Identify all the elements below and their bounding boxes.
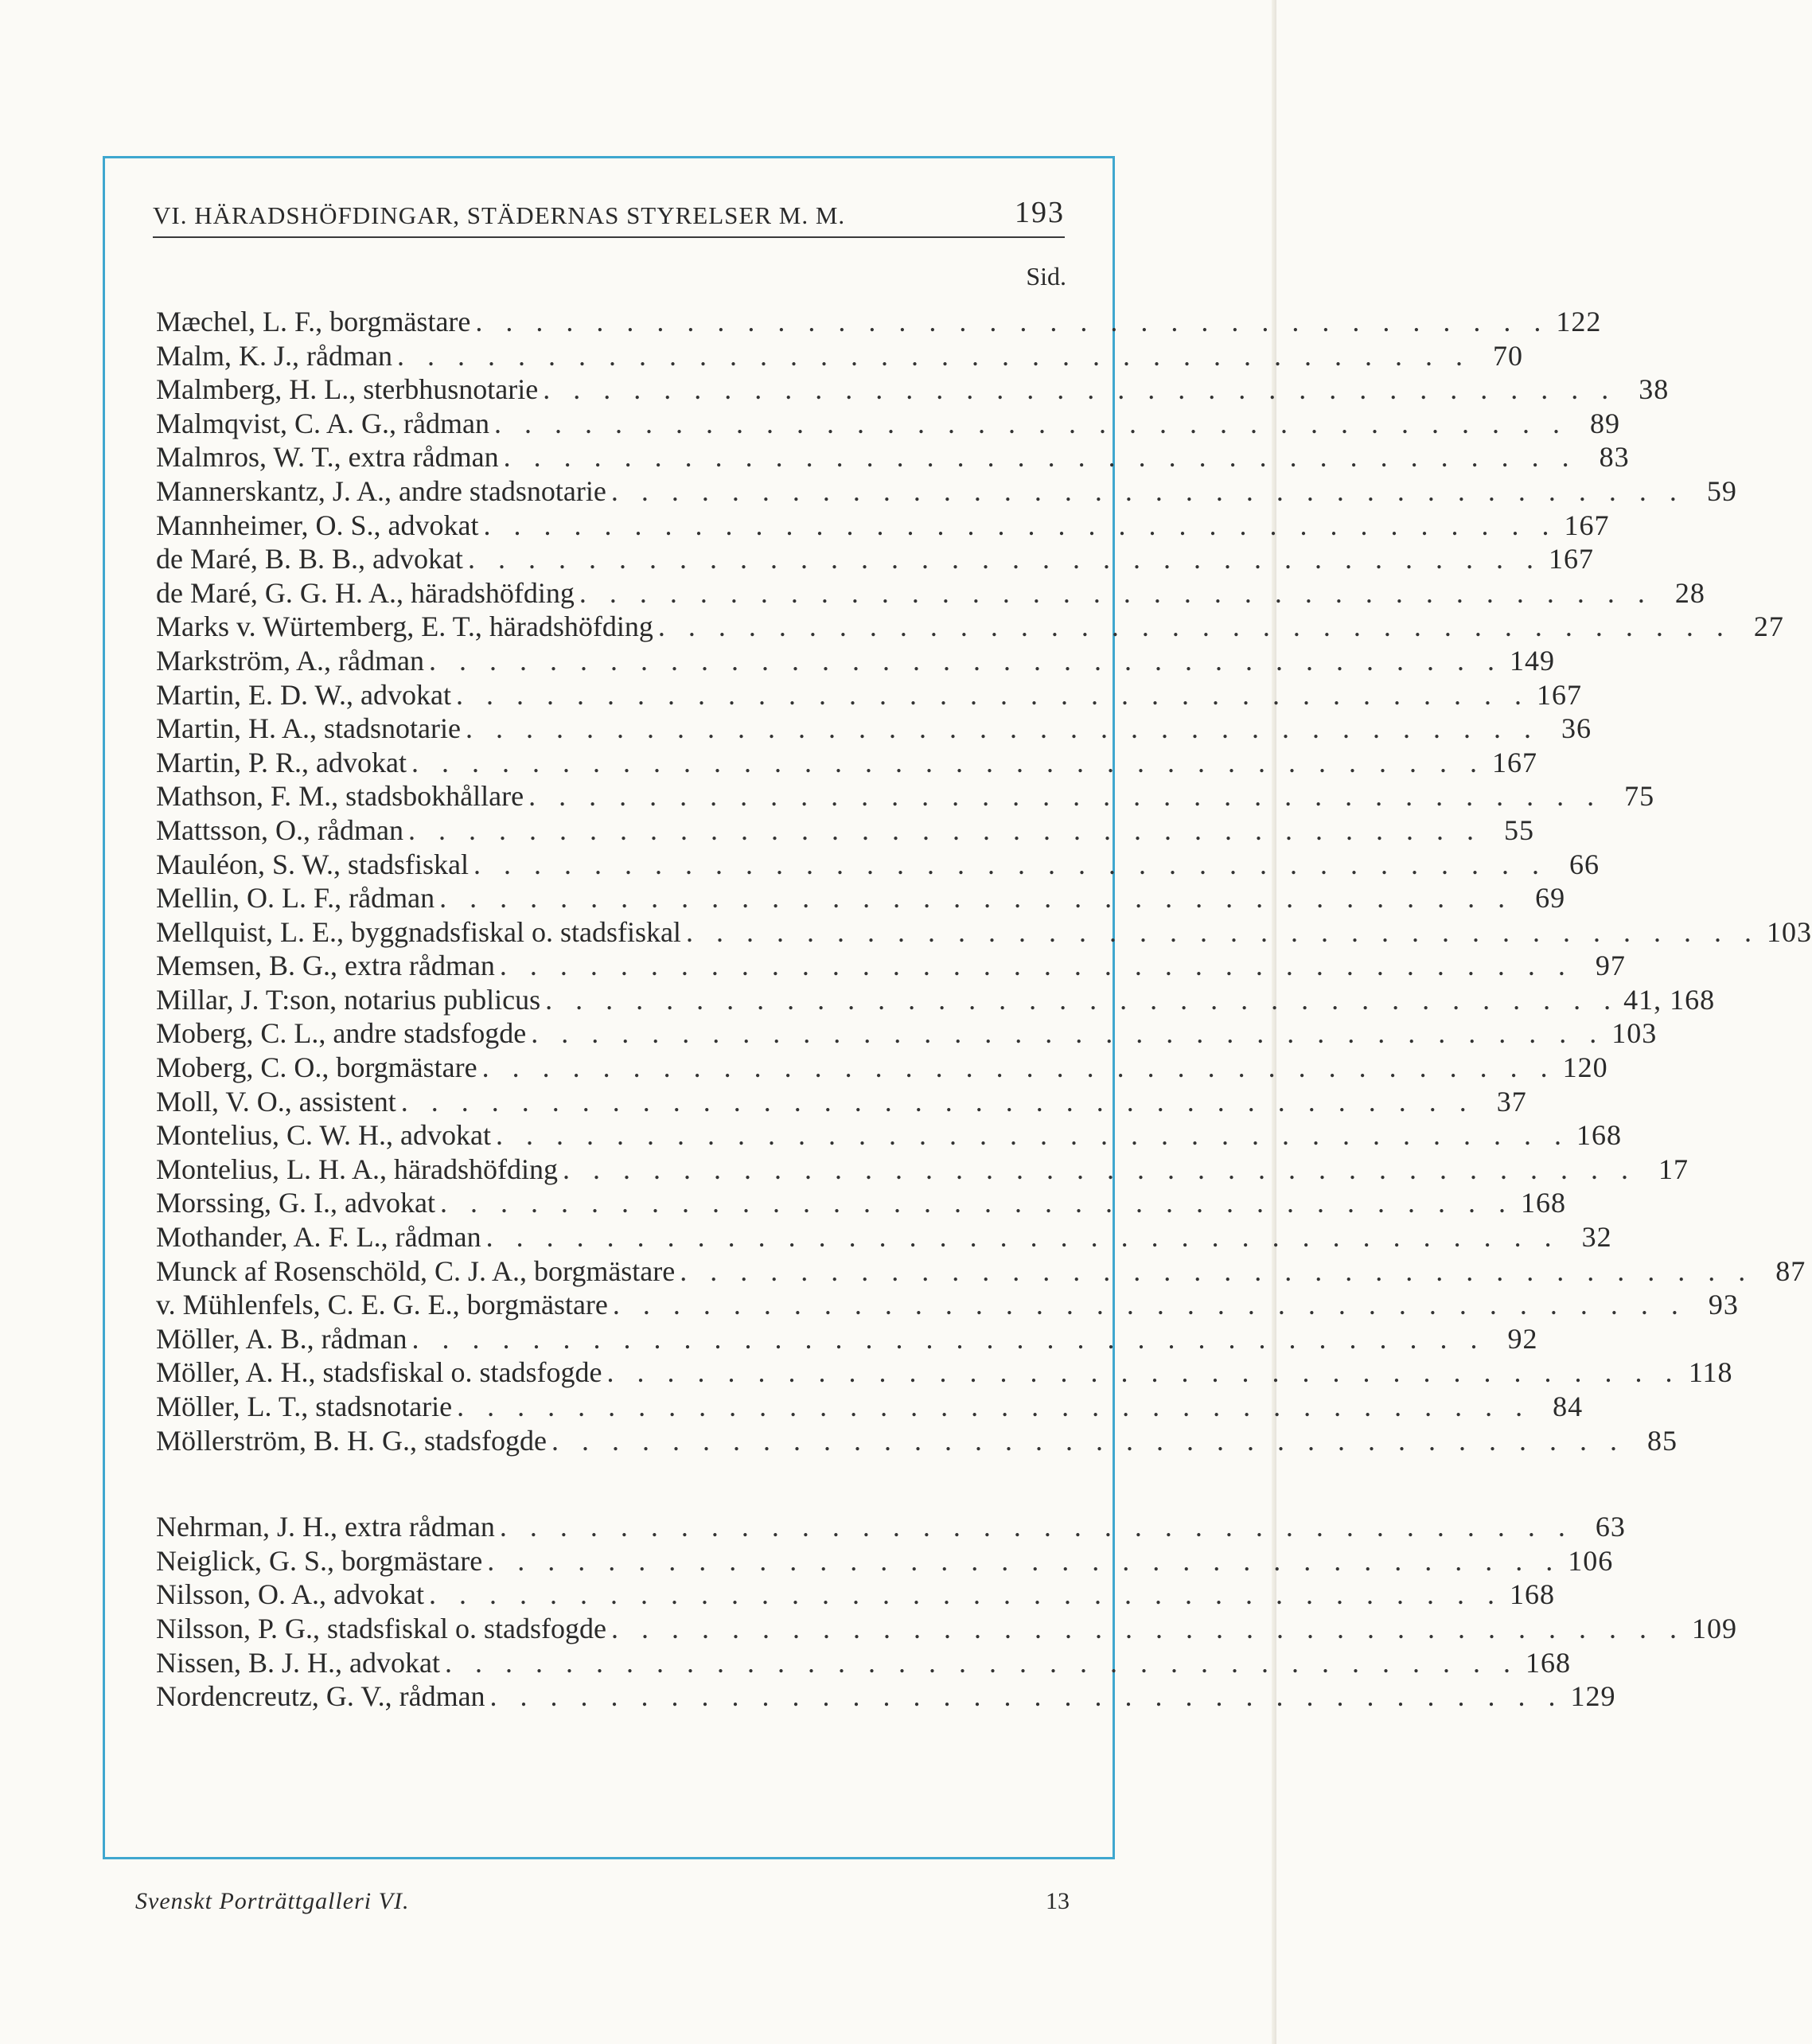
dot-leader: . . . . . . . . . . . . . . . . . . . . . . . . . . . . . . . . . . . . <box>499 1511 1573 1543</box>
index-entry <box>156 305 1602 339</box>
index-entries <box>156 305 1812 1714</box>
entry-name: Morssing, G. I., advokat <box>156 1187 435 1219</box>
entry-name: Nehrman, J. H., extra rådman <box>156 1511 495 1543</box>
index-entry <box>156 746 1537 780</box>
entry-name: Martin, E. D. W., advokat <box>156 678 451 711</box>
entry-group-n <box>156 1510 1737 1714</box>
dot-leader: . . . . . . . . . . . . . . . . . . . . . . . . . . . . . . . . . . . . <box>400 1085 1475 1118</box>
entry-page: 93 <box>1708 1289 1739 1321</box>
entry-name: de Maré, G. G. H. A., häradshöfding <box>156 576 575 609</box>
header-title: VI. HÄRADSHÖFDINGAR, STÄDERNAS STYRELSER M. M. <box>153 201 846 229</box>
entry-name: Möller, A. H., stadsfiskal o. stadsfogde <box>156 1356 602 1389</box>
dot-leader: . . . . . . . . . . . . . . . . . . . . . . . . . . . . . . . . . . . . <box>429 1578 1502 1611</box>
entry-page: 41, 168 <box>1623 983 1716 1016</box>
entry-page: 167 <box>1548 543 1594 575</box>
entry-page: 84 <box>1553 1391 1584 1422</box>
index-entry <box>156 1356 1733 1390</box>
entry-name: Malmqvist, C. A. G., rådman <box>156 407 489 439</box>
page-footer <box>135 1888 1070 1915</box>
entry-page: 106 <box>1568 1544 1614 1577</box>
entry-name: Nissen, B. J. H., advokat <box>156 1646 440 1679</box>
dot-leader: . . . . . . . . . . . . . . . . . . . . . . . . . . . . . . . . . . . . <box>611 1612 1685 1644</box>
dot-leader: . . . . . . . . . . . . . . . . . . . . . . . . . . . . . . . . . . . . <box>455 678 1529 711</box>
entry-name: Möller, L. T., stadsnotarie <box>156 1391 453 1422</box>
entry-page: 59 <box>1706 474 1737 507</box>
dot-leader: . . . . . . . . . . . . . . . . . . . . . . . . . . . . . . . . . . . . <box>545 983 1619 1016</box>
entry-page: 97 <box>1595 950 1626 982</box>
index-entry <box>156 1322 1538 1356</box>
dot-leader: . . . . . . . . . . . . . . . . . . . . . . . . . . . . . . . . . . . . <box>475 306 1549 337</box>
entry-name: Marks v. Würtemberg, E. T., häradshöfding <box>156 610 653 643</box>
index-entry <box>156 881 1566 915</box>
dot-leader: . . . . . . . . . . . . . . . . . . . . . . . . . . . . . . . . . . . . <box>428 644 1502 677</box>
index-entry <box>156 509 1610 543</box>
dot-leader: . . . . . . . . . . . . . . . . . . . . . . . . . . . . . . . . . . . . <box>606 1356 1681 1389</box>
running-header <box>153 192 1065 238</box>
entry-name: Neiglick, G. S., borgmästare <box>156 1544 483 1577</box>
index-entry <box>156 474 1737 509</box>
dot-leader: . . . . . . . . . . . . . . . . . . . . . . . . . . . . . . . . . . . . <box>439 882 1514 915</box>
index-entry <box>156 1288 1739 1322</box>
index-entry <box>156 983 1716 1017</box>
entry-name: Millar, J. T:son, notarius publicus <box>156 983 541 1016</box>
dot-leader: . . . . . . . . . . . . . . . . . . . . . . . . . . . . . . . . . . . . <box>685 915 1759 948</box>
dot-leader: . . . . . . . . . . . . . . . . . . . . . . . . . . . . . . . . . . . . <box>411 1322 1486 1355</box>
entry-name: Möllerström, B. H. G., stadsfogde <box>156 1424 547 1457</box>
entry-page: 27 <box>1753 610 1784 643</box>
entry-page: 87 <box>1775 1254 1806 1287</box>
entry-name: Mannheimer, O. S., advokat <box>156 509 479 541</box>
index-entry <box>156 712 1592 746</box>
entry-name: Mellquist, L. E., byggnadsfiskal o. stadsfiskal <box>156 915 681 948</box>
dot-leader: . . . . . . . . . . . . . . . . . . . . . . . . . . . . . . . . . . . . <box>485 1221 1560 1254</box>
entry-page: 28 <box>1674 576 1705 609</box>
dot-leader: . . . . . . . . . . . . . . . . . . . . . . . . . . . . . . . . . . . . <box>489 1680 1564 1713</box>
entry-page: 17 <box>1658 1153 1689 1185</box>
entry-name: Malmros, W. T., extra rådman <box>156 441 499 474</box>
entry-page: 83 <box>1599 441 1630 474</box>
index-entry <box>156 1612 1737 1646</box>
entry-page: 168 <box>1576 1119 1622 1152</box>
entry-page: 120 <box>1562 1051 1608 1084</box>
entry-page: 69 <box>1535 882 1566 915</box>
index-entry <box>156 407 1620 441</box>
dot-leader: . . . . . . . . . . . . . . . . . . . . . . . . . . . . . . . . . . . . <box>531 1017 1605 1050</box>
dot-leader: . . . . . . . . . . . . . . . . . . . . . . . . . . . . . . . . . . . . <box>562 1153 1636 1185</box>
dot-leader: . . . . . . . . . . . . . . . . . . . . . . . . . . . . . . . . . . . . <box>487 1544 1561 1577</box>
footer-signature: 13 <box>1046 1888 1070 1914</box>
index-entry <box>156 1544 1614 1578</box>
entry-page: 168 <box>1510 1578 1555 1611</box>
dot-leader: . . . . . . . . . . . . . . . . . . . . . . . . . . . . . . . . . . . . <box>439 1187 1514 1219</box>
entry-page: 63 <box>1595 1511 1626 1543</box>
group-separator <box>156 1457 1066 1510</box>
entry-page: 103 <box>1766 915 1812 948</box>
dot-leader: . . . . . . . . . . . . . . . . . . . . . . . . . . . . . . . . . . . . <box>551 1424 1625 1457</box>
entry-name: Markström, A., rådman <box>156 644 424 677</box>
entry-page: 129 <box>1570 1680 1616 1713</box>
index-entry <box>156 339 1523 373</box>
entry-name: Mathson, F. M., stadsbokhållare <box>156 780 524 813</box>
index-entry <box>156 1153 1689 1187</box>
index-entry <box>156 813 1534 848</box>
dot-leader: . . . . . . . . . . . . . . . . . . . . . . . . . . . . . . . . . . . . <box>543 373 1617 406</box>
entry-page: 92 <box>1507 1322 1538 1355</box>
entry-name: Montelius, L. H. A., häradshöfding <box>156 1153 558 1185</box>
entry-name: Malmberg, H. L., sterbhusnotarie <box>156 373 539 406</box>
dot-leader: . . . . . . . . . . . . . . . . . . . . . . . . . . . . . . . . . . . . <box>473 848 1547 880</box>
entry-name: Mattsson, O., rådman <box>156 813 403 846</box>
footer-title: Svenskt Porträttgalleri VI. <box>135 1888 410 1914</box>
dot-leader: . . . . . . . . . . . . . . . . . . . . . . . . . . . . . . . . . . . . <box>503 441 1577 474</box>
index-entry <box>156 1254 1806 1289</box>
entry-name: Memsen, B. G., extra rådman <box>156 950 495 982</box>
entry-page: 66 <box>1569 848 1600 880</box>
dot-leader: . . . . . . . . . . . . . . . . . . . . . . . . . . . . . . . . . . . . <box>680 1254 1754 1287</box>
entry-name: Mauléon, S. W., stadsfiskal <box>156 848 469 880</box>
entry-name: Mothander, A. F. L., rådman <box>156 1221 481 1254</box>
dot-leader: . . . . . . . . . . . . . . . . . . . . . . . . . . . . . . . . . . . . <box>407 813 1482 846</box>
dot-leader: . . . . . . . . . . . . . . . . . . . . . . . . . . . . . . . . . . . . <box>465 712 1539 745</box>
entry-page: 32 <box>1581 1221 1612 1254</box>
index-entry <box>156 1424 1678 1458</box>
entry-page: 118 <box>1688 1356 1733 1389</box>
entry-page: 75 <box>1624 780 1655 813</box>
entry-page: 55 <box>1503 813 1534 846</box>
entry-page: 38 <box>1639 373 1670 406</box>
entry-name: Malm, K. J., rådman <box>156 339 392 372</box>
dot-leader: . . . . . . . . . . . . . . . . . . . . . . . . . . . . . . . . . . . . <box>499 950 1573 982</box>
entry-name: de Maré, B. B. B., advokat <box>156 543 463 575</box>
entry-page: 168 <box>1525 1646 1571 1679</box>
entry-name: Moberg, C. L., andre stadsfogde <box>156 1017 527 1050</box>
index-entry <box>156 610 1784 644</box>
index-entry <box>156 915 1812 950</box>
entry-page: 167 <box>1536 678 1582 711</box>
index-entry <box>156 1390 1584 1424</box>
index-entry <box>156 1510 1626 1544</box>
index-entry <box>156 848 1600 882</box>
dot-leader: . . . . . . . . . . . . . . . . . . . . . . . . . . . . . . . . . . . . <box>411 746 1485 778</box>
index-entry <box>156 678 1582 712</box>
index-entry <box>156 1051 1608 1085</box>
entry-page: 37 <box>1496 1085 1527 1118</box>
entry-page: 70 <box>1492 339 1523 372</box>
index-entry <box>156 1085 1527 1119</box>
entry-name: Mannerskantz, J. A., andre stadsnotarie <box>156 474 606 507</box>
entry-name: Martin, P. R., advokat <box>156 746 407 778</box>
dot-leader: . . . . . . . . . . . . . . . . . . . . . . . . . . . . . . . . . . . . <box>579 576 1653 609</box>
index-entry <box>156 440 1630 474</box>
header-page-number: 193 <box>1015 196 1065 229</box>
page-frame <box>103 156 1812 1859</box>
index-entry <box>156 542 1594 576</box>
entry-name: Möller, A. B., rådman <box>156 1322 407 1355</box>
index-entry <box>156 576 1705 610</box>
dot-leader: . . . . . . . . . . . . . . . . . . . . . . . . . . . . . . . . . . . . <box>496 1119 1569 1152</box>
entry-page: 103 <box>1611 1017 1658 1050</box>
index-entry <box>156 1118 1622 1153</box>
index-entry <box>156 1578 1555 1612</box>
index-entry <box>156 373 1670 407</box>
dot-leader: . . . . . . . . . . . . . . . . . . . . . . . . . . . . . . . . . . . . <box>467 543 1541 575</box>
index-entry <box>156 1679 1616 1714</box>
entry-page: 36 <box>1561 712 1592 745</box>
entry-name: Montelius, C. W. H., advokat <box>156 1119 491 1152</box>
page-column-label: Sid. <box>1026 262 1066 291</box>
index-entry <box>156 1016 1658 1051</box>
dot-leader: . . . . . . . . . . . . . . . . . . . . . . . . . . . . . . . . . . . . <box>396 339 1471 372</box>
index-entry <box>156 779 1655 813</box>
entry-name: Munck af Rosenschöld, C. J. A., borgmästare <box>156 1254 676 1287</box>
dot-leader: . . . . . . . . . . . . . . . . . . . . . . . . . . . . . . . . . . . . <box>493 407 1568 439</box>
dot-leader: . . . . . . . . . . . . . . . . . . . . . . . . . . . . . . . . . . . . <box>657 610 1732 643</box>
dot-leader: . . . . . . . . . . . . . . . . . . . . . . . . . . . . . . . . . . . . <box>612 1289 1686 1321</box>
dot-leader: . . . . . . . . . . . . . . . . . . . . . . . . . . . . . . . . . . . . <box>444 1646 1518 1679</box>
index-entry <box>156 1220 1612 1254</box>
dot-leader: . . . . . . . . . . . . . . . . . . . . . . . . . . . . . . . . . . . . <box>457 1391 1531 1422</box>
entry-page: 168 <box>1520 1187 1566 1219</box>
index-entry <box>156 1646 1571 1680</box>
dot-leader: . . . . . . . . . . . . . . . . . . . . . . . . . . . . . . . . . . . . <box>483 509 1557 541</box>
entry-name: Nordencreutz, G. V., rådman <box>156 1680 485 1713</box>
entry-page: 122 <box>1556 306 1602 337</box>
entry-page: 167 <box>1564 509 1610 541</box>
entry-name: Mellin, O. L. F., rådman <box>156 882 435 915</box>
dot-leader: . . . . . . . . . . . . . . . . . . . . . . . . . . . . . . . . . . . . <box>481 1051 1556 1084</box>
dot-leader: . . . . . . . . . . . . . . . . . . . . . . . . . . . . . . . . . . . . <box>528 780 1603 813</box>
entry-name: Mæchel, L. F., borgmästare <box>156 306 471 337</box>
entry-page: 149 <box>1509 644 1555 677</box>
entry-name: v. Mühlenfels, C. E. G. E., borgmästare <box>156 1289 608 1321</box>
index-entry <box>156 1186 1566 1220</box>
entry-page: 85 <box>1646 1424 1678 1457</box>
dot-leader: . . . . . . . . . . . . . . . . . . . . . . . . . . . . . . . . . . . . <box>610 474 1685 507</box>
entry-name: Moberg, C. O., borgmästare <box>156 1051 477 1084</box>
index-entry <box>156 644 1555 678</box>
entry-page: 89 <box>1589 407 1620 439</box>
entry-page: 167 <box>1491 746 1537 778</box>
entry-name: Nilsson, O. A., advokat <box>156 1578 424 1611</box>
entry-name: Martin, H. A., stadsnotarie <box>156 712 461 745</box>
entry-name: Nilsson, P. G., stadsfiskal o. stadsfogde <box>156 1612 606 1644</box>
entry-name: Moll, V. O., assistent <box>156 1085 396 1118</box>
index-entry <box>156 949 1626 983</box>
entry-page: 109 <box>1692 1612 1737 1644</box>
entry-group-m <box>156 305 1812 1457</box>
